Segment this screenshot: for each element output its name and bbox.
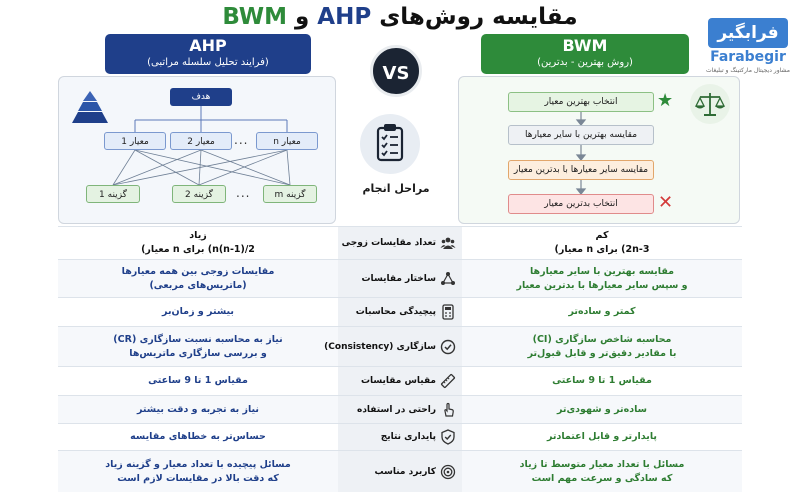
ahp-value: که دقت بالا در مقایسات لازم است — [117, 472, 279, 484]
ahp-value: مقایسات زوجی بین همه معیارها — [121, 265, 275, 277]
ahp-value: (ماتریس‌های مربعی) — [149, 279, 247, 291]
ahp-cell — [58, 451, 338, 492]
criterion-label: تعداد مقایسات زوجی — [341, 238, 436, 248]
logo-fa: فرابگیر — [708, 18, 788, 48]
criterion-label: راحتی در استفاده — [357, 404, 436, 415]
criterion-cell — [324, 327, 462, 366]
title-prefix: مقایسه روش‌های — [379, 4, 578, 30]
goal-node: هدف — [170, 88, 232, 106]
ahp-header — [105, 34, 311, 74]
criterion-cell — [338, 298, 462, 326]
title-bwm: BWM — [222, 4, 287, 30]
criterion-label: مقیاس مقایسات — [360, 376, 436, 386]
criterion-label: پایداری نتایج — [380, 432, 436, 442]
criterion-cell — [338, 451, 462, 492]
bwm-cell — [462, 298, 742, 326]
criterion-cell — [338, 227, 462, 259]
shield-check-icon — [440, 429, 456, 445]
bwm-value: کم — [595, 230, 609, 241]
steps-column — [340, 90, 452, 220]
steps-label: مراحل انجام — [362, 182, 430, 195]
ahp-value: مقیاس 1 تا 9 ساعتی — [148, 375, 248, 386]
bwm-cell — [462, 327, 742, 366]
criterion-node: معیار 2 — [170, 132, 232, 150]
table-row — [58, 326, 742, 366]
ahp-value: نیاز به تجربه و دقت بیشتر — [137, 403, 259, 415]
bwm-value: ساده‌تر و شهودی‌تر — [556, 403, 648, 415]
bwm-step: انتخاب بهترین معیار — [508, 92, 654, 112]
x-mark-icon: ✕ — [658, 192, 674, 213]
criterion-label: کاربرد مناسب — [374, 466, 436, 477]
ahp-cell — [58, 227, 338, 259]
ahp-cell — [58, 260, 338, 297]
logo-en: Farabegir — [710, 49, 786, 65]
vs-badge: VS — [370, 45, 422, 97]
ahp-cell — [58, 327, 338, 366]
ahp-header-subtitle: (فرایند تحلیل سلسله مراتبی) — [147, 57, 269, 68]
ahp-cell — [58, 367, 338, 395]
table-row — [58, 297, 742, 326]
balance-scale-icon — [690, 84, 730, 124]
criterion-label: ساختار مقایسات — [361, 273, 436, 284]
bwm-value: مقایسه بهترین با سایر معیارها — [529, 265, 675, 277]
table-row — [58, 450, 742, 492]
table-row — [58, 366, 742, 395]
ahp-value: زیاد — [189, 230, 207, 241]
alternative-node: گزینه m — [263, 185, 317, 203]
alternative-node: گزینه 1 — [86, 185, 140, 203]
ahp-value: n(n-1)/2) برای n معیار) — [141, 244, 255, 255]
ahp-value: و بررسی سازگاری ماتریس‌ها — [129, 347, 267, 359]
logo-tagline: مشاور دیجیتال مارکتینگ و تبلیغات — [706, 67, 790, 74]
ahp-value: نیاز به محاسبه نسبت سازگاری (CR) — [113, 333, 283, 345]
page-title — [0, 4, 800, 30]
pyramid-icon — [70, 89, 110, 125]
table-row — [58, 423, 742, 450]
check-circle-icon — [440, 339, 456, 355]
criterion-node: معیار n — [256, 132, 318, 150]
bwm-value: و سپس سایر معیارها با بدترین معیار — [516, 279, 688, 291]
bwm-cell — [462, 227, 742, 259]
ahp-header-title: AHP — [189, 36, 227, 55]
title-and: و — [294, 4, 310, 30]
bwm-cell — [462, 451, 742, 492]
target-icon — [440, 464, 456, 480]
bwm-value: با مقادیر دقیق‌تر و قابل قبول‌تر — [527, 347, 677, 359]
bwm-value: مسائل با تعداد معیار متوسط تا زیاد — [519, 458, 685, 470]
criterion-cell — [338, 424, 462, 450]
ahp-cell — [58, 298, 338, 326]
criterion-cell — [338, 260, 462, 297]
criterion-label: سازگاری (Consistency) — [324, 341, 436, 352]
hand-pointer-icon — [440, 402, 456, 418]
bwm-cell — [462, 396, 742, 423]
bwm-step: مقایسه بهترین با سایر معیارها — [508, 125, 654, 145]
criteria-ellipsis: ... — [234, 133, 249, 147]
ruler-icon — [440, 373, 456, 389]
ahp-value: بیشتر و زمان‌بر — [162, 306, 234, 317]
table-row — [58, 395, 742, 423]
ahp-cell — [58, 396, 338, 423]
bwm-header — [481, 34, 689, 74]
ahp-cell — [58, 424, 338, 450]
bwm-value: مقیاس 1 تا 9 ساعتی — [552, 375, 652, 386]
bwm-value: محاسبه شاخص سازگاری (CI) — [532, 333, 672, 345]
criterion-cell — [338, 367, 462, 395]
bwm-cell — [462, 424, 742, 450]
title-ahp: AHP — [317, 4, 372, 30]
bwm-step: انتخاب بدترین معیار — [508, 194, 654, 214]
bwm-header-title: BWM — [562, 36, 608, 55]
bwm-cell — [462, 367, 742, 395]
brand-logo — [700, 18, 796, 80]
criterion-label: پیچیدگی محاسبات — [355, 307, 436, 317]
alternatives-ellipsis: ... — [236, 186, 251, 200]
alternative-node: گزینه 2 — [172, 185, 226, 203]
table-row — [58, 226, 742, 259]
network-nodes-icon — [440, 271, 456, 287]
criterion-cell — [338, 396, 462, 423]
comparison-table — [58, 226, 742, 492]
bwm-value: پایدارتر و قابل اعتمادتر — [547, 431, 657, 442]
star-icon: ★ — [657, 90, 674, 111]
people-group-icon — [440, 235, 456, 251]
bwm-value: که سادگی و سرعت مهم است — [531, 472, 673, 484]
bwm-header-subtitle: (روش بهترین - بدترین) — [537, 57, 633, 68]
clipboard-checklist-icon — [360, 114, 420, 174]
table-row — [58, 259, 742, 297]
bwm-value: کمتر و ساده‌تر — [568, 306, 636, 317]
calculator-icon — [440, 304, 456, 320]
ahp-value: مسائل پیچیده با تعداد معیار و گزینه زیاد — [105, 458, 291, 470]
bwm-step: مقایسه سایر معیارها با بدترین معیار — [508, 160, 654, 180]
bwm-cell — [462, 260, 742, 297]
ahp-value: حساس‌تر به خطاهای مقایسه — [130, 431, 266, 442]
bwm-value: 2n-3) برای n معیار) — [554, 244, 650, 255]
criterion-node: معیار 1 — [104, 132, 166, 150]
